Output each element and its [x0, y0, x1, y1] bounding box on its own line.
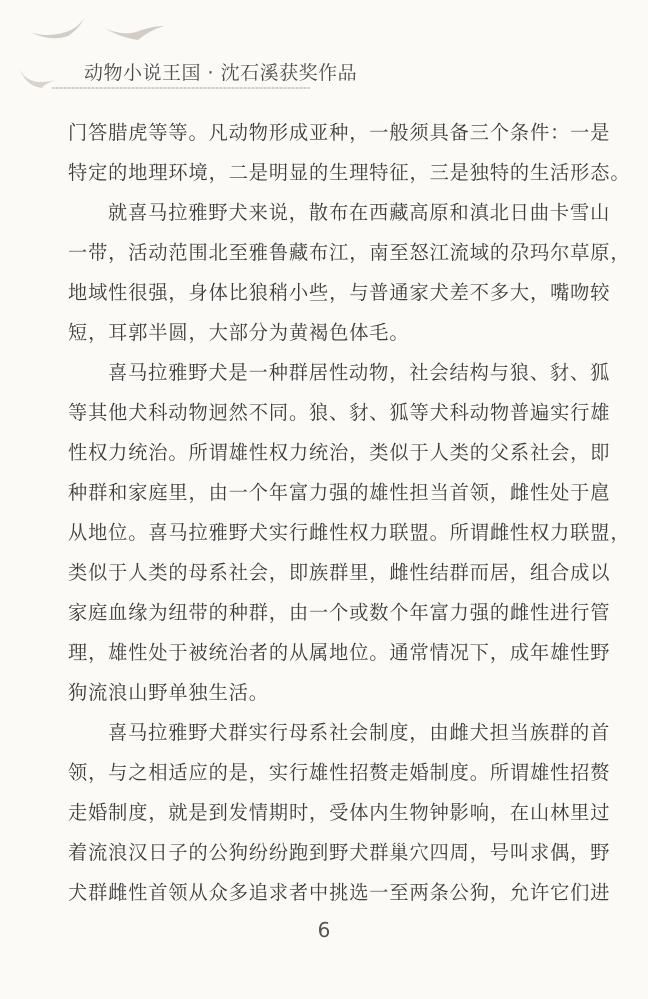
text-line: 喜马拉雅野犬是一种群居性动物，社会结构与狼、豺、狐 — [108, 361, 611, 384]
bird-wing-icon — [28, 16, 88, 40]
bird-wing-icon — [102, 22, 166, 44]
text-line: 类似于人类的母系社会，即族群里，雌性结群而居，组合成以 — [68, 561, 611, 584]
page-number: 6 — [317, 918, 331, 942]
text-line: 犬群雌性首领从众多追求者中挑选一至两条公狗，允许它们进 — [68, 881, 611, 904]
text-line: 狗流浪山野单独生活。 — [68, 681, 269, 704]
text-line: 性权力统治。所谓雄性权力统治，类似于人类的父系社会，即 — [68, 441, 611, 464]
text-line: 领，与之相适应的是，实行雄性招赘走婚制度。所谓雄性招赘 — [68, 761, 611, 784]
text-line: 理，雄性处于被统治者的从属地位。通常情况下，成年雄性野 — [68, 641, 611, 664]
text-line: 特定的地理环境，二是明显的生理特征，三是独特的生活形态。 — [68, 161, 631, 184]
text-line: 等其他犬科动物迥然不同。狼、豺、狐等犬科动物普遍实行雄 — [68, 401, 611, 424]
text-line: 着流浪汉日子的公狗纷纷跑到野犬群巢穴四周，号叫求偶，野 — [68, 841, 611, 864]
running-header: 动物小说王国 · 沈石溪获奖作品 — [84, 62, 358, 84]
text-line: 门答腊虎等等。凡动物形成亚种，一般须具备三个条件：一是 — [68, 121, 611, 144]
text-line: 从地位。喜马拉雅野犬实行雌性权力联盟。所谓雌性权力联盟， — [68, 521, 631, 544]
text-line: 种群和家庭里，由一个年富力强的雄性担当首领，雌性处于扈 — [68, 481, 611, 504]
text-line: 短，耳郭半圆，大部分为黄褐色体毛。 — [68, 321, 410, 344]
body-text — [68, 120, 631, 920]
text-line: 喜马拉雅野犬群实行母系社会制度，由雌犬担当族群的首 — [108, 721, 611, 744]
bird-wing-icon — [14, 62, 58, 88]
text-line: 走婚制度，就是到发情期时，受体内生物钟影响，在山林里过 — [68, 801, 611, 824]
text-line: 地域性很强，身体比狼稍小些，与普通家犬差不多大，嘴吻较 — [68, 281, 611, 304]
header-divider — [52, 87, 310, 89]
text-line: 就喜马拉雅野犬来说，散布在西藏高原和滇北日曲卡雪山 — [108, 201, 611, 224]
text-line: 家庭血缘为纽带的种群，由一个或数个年富力强的雌性进行管 — [68, 601, 611, 624]
text-line: 一带，活动范围北至雅鲁藏布江，南至怒江流域的尕玛尔草原， — [68, 241, 631, 264]
